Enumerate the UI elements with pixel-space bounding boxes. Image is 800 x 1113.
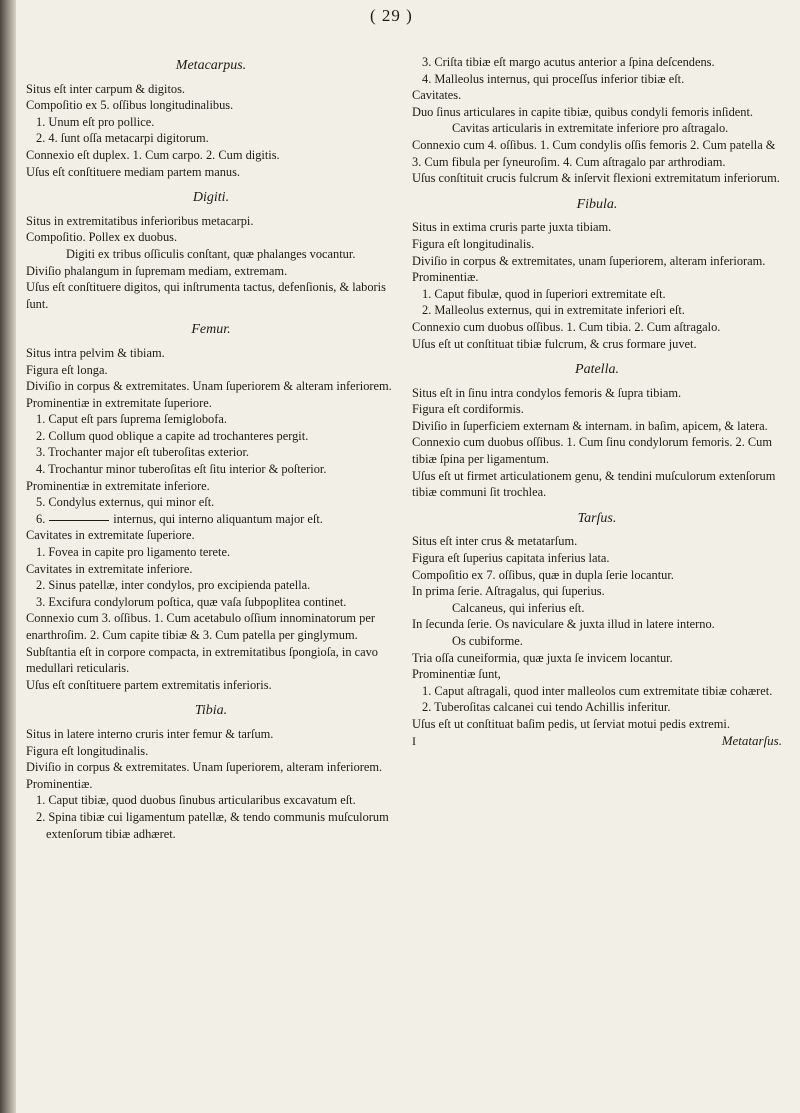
paragraph: Connexio eſt duplex. 1. Cum carpo. 2. Cum digitis. [26, 147, 280, 162]
paragraph: Situs eſt inter crus & metatarſum. [412, 534, 578, 549]
paragraph: Prominentiæ in extremitate ſuperiore. [26, 395, 212, 410]
paragraph: Subſtantia eſt in corpore compacta, in extremitatibus ſpongioſa, in cavo medullari reticularis. [26, 644, 379, 676]
paragraph: Compoſitio ex 5. oſſibus longitudinalibus. [26, 98, 234, 113]
catchword-line [412, 733, 782, 750]
paragraph: Diviſio in ſuperficiem externam & internam. in baſim, apicem, & latera. [412, 418, 768, 433]
paragraph: Uſus eſt conſtituere partem extremitatis inferioris. [26, 677, 272, 692]
page-number: ( 29 ) [370, 6, 413, 25]
section-heading: Metacarpus. [175, 58, 247, 73]
item-text: internus, qui interno aliquantum major eſt. [113, 511, 323, 526]
section-heading: Digiti. [192, 190, 230, 206]
paragraph: Situs in extremitatibus inferioribus metacarpi. [26, 213, 254, 228]
numbered-item: 1. Caput eſt pars ſuprema ſemiglobofa. [36, 412, 227, 427]
section-heading: Tarſus. [577, 510, 617, 526]
numbered-item: 1. Unum eſt pro pollice. [36, 114, 155, 129]
numbered-item [26, 511, 396, 528]
paragraph: Uſus conſtituit crucis fulcrum & inſervit flexioni extremitatum inferiorum. [412, 171, 780, 186]
paragraph: Tria oſſa cuneiformia, quæ juxta ſe invicem locantur. [412, 650, 673, 665]
numbered-item: 3. Trochanter major eſt tuberoſitas exterior. [36, 445, 249, 460]
numbered-item: 1. Caput tibiæ, quod duobus ſinubus articularibus excavatum eſt. [36, 793, 356, 808]
paragraph: Figura eſt cordiformis. [412, 402, 524, 417]
numbered-item: 4. Malleolus internus, qui proceſſus inferior tibiæ eſt. [422, 71, 685, 86]
numbered-item: 4. Trochantur minor tuberoſitas eſt ſitu interior & poſterior. [36, 462, 327, 477]
paragraph: Duo ſinus articulares in capite tibiæ, quibus condyli femoris inſident. [412, 104, 754, 119]
paragraph: Diviſio in corpus & extremitates. Unam ſuperiorem, alteram inferiorem. [26, 760, 383, 775]
paragraph: Uſus eſt conſtituere digitos, qui inſtrumenta tactus, defenſionis, & laboris ſunt. [26, 280, 386, 311]
paragraph: Uſus eſt conſtituere mediam partem manus. [26, 164, 241, 179]
paragraph: In ſecunda ſerie. Os naviculare & juxta illud in latere interno. [412, 617, 715, 632]
paragraph: Prominentiæ. [412, 270, 479, 285]
paragraph: Connexio cum duobus oſſibus. 1. Cum tibia. 2. Cum aſtragalo. [412, 319, 721, 334]
paragraph: Situs in latere interno cruris inter femur & tarſum. [26, 726, 274, 741]
numbered-item: 3. Criſta tibiæ eſt margo acutus anterior a ſpina deſcendens. [422, 55, 715, 69]
numbered-item: 2. Malleolus externus, qui in extremitate inferiori eſt. [422, 303, 685, 318]
paragraph: Situs eſt in ſinu intra condylos femoris & ſupra tibiam. [412, 385, 682, 400]
paragraph: Figura eſt longitudinalis. [26, 743, 149, 758]
numbered-item: 5. Condylus externus, qui minor eſt. [36, 495, 215, 510]
indented-paragraph: Digiti ex tribus oſſiculis conſtant, quæ phalanges vocantur. [66, 246, 356, 261]
paragraph: Situs eſt inter carpum & digitos. [26, 81, 185, 96]
right-column [412, 54, 782, 749]
left-column [26, 54, 396, 842]
paragraph: Prominentiæ. [26, 776, 93, 791]
indented-paragraph: Cavitas articularis in extremitate inferiore pro aſtragalo. [452, 121, 729, 136]
numbered-item: 2. Tuberoſitas calcanei cui tendo Achillis inferitur. [422, 700, 671, 715]
paragraph: Diviſio in corpus & extremitates. Unam ſuperiorem & alteram inferiorem. [26, 379, 392, 394]
catchword: Metatarſus. [721, 732, 782, 748]
numbered-item: 2. Spina tibiæ cui ligamentum patellæ, & tendo communis muſculorum extenſorum tibiæ adhæret. [36, 809, 389, 841]
paragraph: Prominentiæ in extremitate inferiore. [26, 478, 210, 493]
indented-paragraph: Calcaneus, qui inferius eſt. [452, 600, 585, 615]
paragraph: Figura eſt ſuperius capitata inferius lata. [412, 551, 610, 566]
ditto-dash [49, 520, 109, 521]
paragraph: Cavitates in extremitate ſuperiore. [26, 528, 195, 543]
paragraph: Connexio cum duobus oſſibus. 1. Cum ſinu condylorum femoris. 2. Cum tibiæ ſpina per ligamentum. [412, 435, 773, 467]
numbered-item: 1. Fovea in capite pro ligamento terete. [36, 545, 231, 560]
section-heading: Fibula. [576, 196, 618, 212]
numbered-item: 2. Collum quod oblique a capite ad trochanteres pergit. [36, 428, 309, 443]
paragraph: Compoſitio. Pollex ex duobus. [26, 230, 178, 245]
indented-paragraph: Os cubiforme. [452, 634, 523, 648]
paragraph: Uſus eſt ut firmet articulationem genu, & tendini muſculorum extenſorum tibiæ communi ſit trochlea. [412, 468, 776, 500]
paragraph: Prominentiæ ſunt, [412, 667, 501, 682]
signature-mark: I [412, 733, 416, 748]
numbered-item: 2. 4. ſunt oſſa metacarpi digitorum. [36, 131, 209, 146]
paragraph: Cavitates in extremitate inferiore. [26, 561, 193, 576]
section-heading: Femur. [191, 322, 231, 338]
paragraph: Figura eſt longa. [26, 362, 108, 377]
paragraph: In prima ſerie. Aſtragalus, qui ſuperius. [412, 584, 605, 599]
section-heading: Patella. [575, 362, 619, 378]
numbered-item: 3. Excifura condylorum poſtica, quæ vaſa ſubpoplitea continet. [36, 594, 347, 609]
page-gutter-shadow [0, 0, 16, 1113]
paragraph: Diviſio in corpus & extremitates, unam ſuperiorem, alteram inferioram. [412, 253, 766, 268]
section-heading: Tibia. [194, 703, 228, 719]
paragraph: Situs intra pelvim & tibiam. [26, 345, 165, 360]
paragraph: Connexio cum 3. oſſibus. 1. Cum acetabulo oſſium innominatorum per enarthroſim. 2. Cum capite tibiæ & 3. Cum patella per ginglymum. [26, 611, 375, 642]
paragraph: Figura eſt longitudinalis. [412, 236, 535, 251]
paragraph: Uſus eſt ut conſtituat tibiæ fulcrum, & crus formare juvet. [412, 336, 697, 351]
paragraph: Compoſitio ex 7. oſſibus, quæ in dupla ſerie locantur. [412, 567, 674, 582]
numbered-item: 2. Sinus patellæ, inter condylos, pro excipienda patella. [36, 578, 311, 593]
paragraph: Uſus eſt ut conſtituat baſim pedis, ut ſerviat motui pedis extremi. [412, 716, 730, 731]
paragraph: Diviſio phalangum in ſupremam mediam, extremam. [26, 263, 288, 278]
paragraph: Cavitates. [412, 88, 462, 103]
numbered-item: 1. Caput aſtragali, quod inter malleolos cum extremitate tibiæ cohæret. [422, 683, 773, 698]
paragraph: Connexio cum 4. oſſibus. 1. Cum condylis oſſis femoris 2. Cum patella & 3. Cum fibula per ſyneuroſim. 4. Cum aſtragalo par arthrodiam. [412, 137, 776, 169]
paragraph: Situs in extima cruris parte juxta tibiam. [412, 220, 612, 235]
numbered-item: 1. Caput fibulæ, quod in ſuperiori extremitate eſt. [422, 286, 666, 301]
item-number: 6. [36, 511, 46, 526]
